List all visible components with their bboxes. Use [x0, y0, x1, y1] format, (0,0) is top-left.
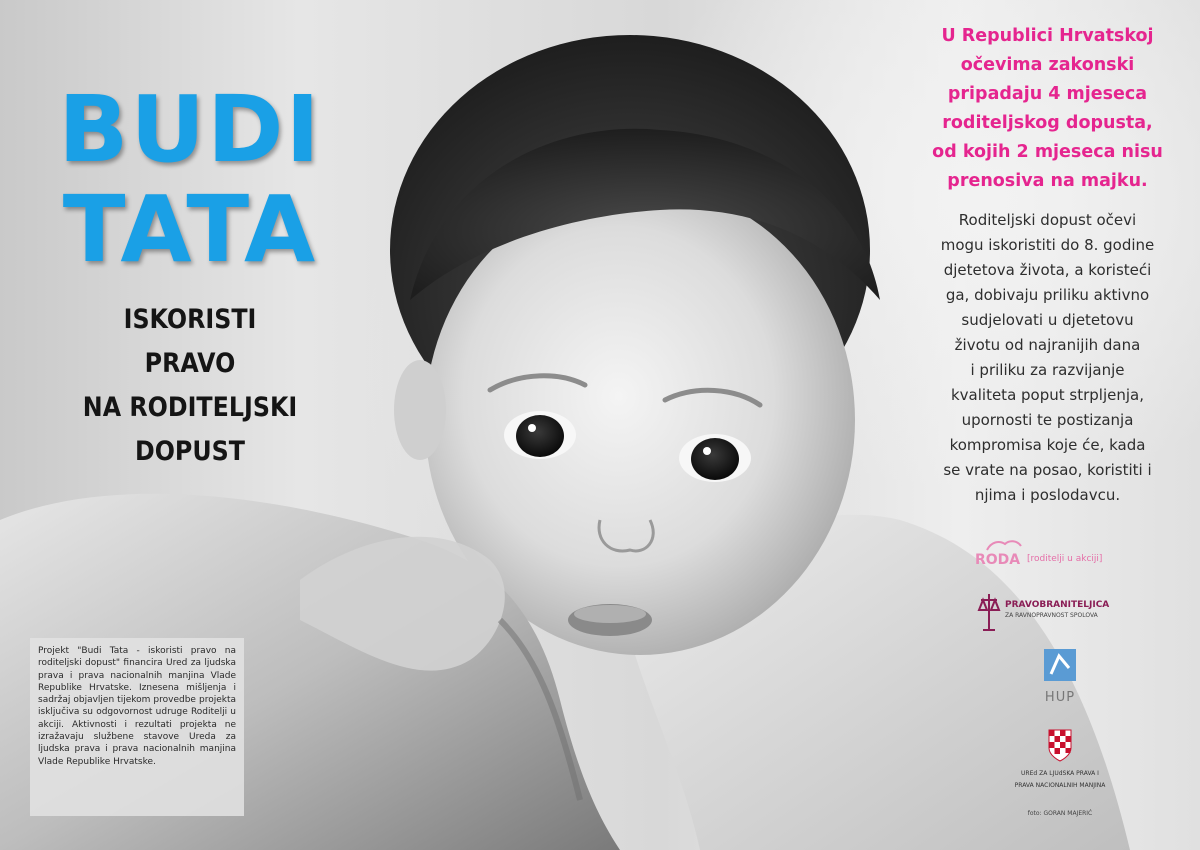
highlight-line: U Republici Hrvatskoj [941, 26, 1154, 46]
body-line: mogu iskoristiti do 8. godine [940, 236, 1155, 254]
highlight-line: očevima zakonski [960, 55, 1135, 75]
body-line: životu od najranijih dana [954, 336, 1141, 354]
disclaimer-text: Projekt "Budi Tata - iskoristi pravo na roditeljski dopust" financira Ured za ljudska prava i prava nacionalnih manjina Vlade Republike Hrvatske. Iznesena mišljenja i sadržaj objavljen tijekom provedbe projekta isključiva su odgovornost udruge Roditelji u akciji. Aktivnosti i rezultati projekta ne izražavaju službene stavove Ureda za ljudska prava i prava nacionalnih manjina Vlade Republike Hrvatske. [38, 646, 236, 767]
stork-icon [977, 538, 1027, 552]
body-line: kompromisa koje će, kada [949, 436, 1146, 454]
disclaimer-box [30, 638, 244, 816]
highlight-line: prenosiva na majku. [947, 171, 1148, 191]
hup-name: HUP [1044, 690, 1076, 705]
ured-logo [980, 726, 1140, 790]
info-text [905, 22, 1190, 508]
pravobraniteljica-name: PRAVOBRANITELJICA [1005, 600, 1110, 610]
body-line: Roditeljski dopust očevi [958, 211, 1137, 229]
body-line: se vrate na posao, koristiti i [943, 461, 1152, 479]
body-line: kvaliteta poput strpljenja, [950, 386, 1144, 404]
croatian-coat-of-arms-icon [1047, 726, 1073, 762]
ured-name-line: UREd ZA LJUdSKA PRAVA I [1021, 770, 1099, 777]
body-line: i priliku za razvijanje [970, 361, 1125, 379]
subtitle-line: DOPUST [135, 436, 245, 467]
hup-icon [1043, 648, 1077, 682]
subtitle-line: ISKORISTI [123, 304, 257, 335]
highlight-line: pripadaju 4 mjeseca [947, 84, 1148, 104]
photo-credit: foto: GORAN MAJERIĆ [1027, 810, 1093, 817]
body-line: ga, dobivaju priliku aktivno [945, 286, 1150, 304]
subtitle [40, 298, 340, 474]
body-line: upornosti te postizanja [961, 411, 1134, 429]
roda-name: RODA [975, 552, 1021, 568]
roda-tagline: [roditelji u akciji] [1027, 554, 1103, 564]
body-line: njima i poslodavcu. [974, 486, 1121, 504]
body-line: djetetova života, a koristeći [943, 261, 1152, 279]
scales-icon [977, 590, 1001, 634]
highlight-line: roditeljskog dopusta, [942, 113, 1153, 133]
subtitle-line: NA RODITELJSKI [82, 392, 298, 423]
ured-name-line: PRAVA NACIONALNIH MANJINA [1014, 782, 1106, 789]
headline [40, 76, 340, 474]
subtitle-line: PRAVO [144, 348, 236, 379]
pravobraniteljica-logo [975, 590, 1145, 640]
roda-logo [975, 540, 1145, 580]
title-line-tata: TATA [62, 176, 318, 283]
hup-logo [1025, 648, 1095, 718]
highlight-text [905, 22, 1190, 196]
highlight-line: od kojih 2 mjeseca nisu [932, 142, 1163, 162]
pravobraniteljica-subtitle: ZA RAVNOPRAVNOST SPOLOVA [1005, 612, 1098, 619]
body-text [905, 208, 1190, 508]
body-line: sudjelovati u djetetovu [961, 311, 1134, 329]
title-line-budi: BUDI [58, 76, 322, 183]
